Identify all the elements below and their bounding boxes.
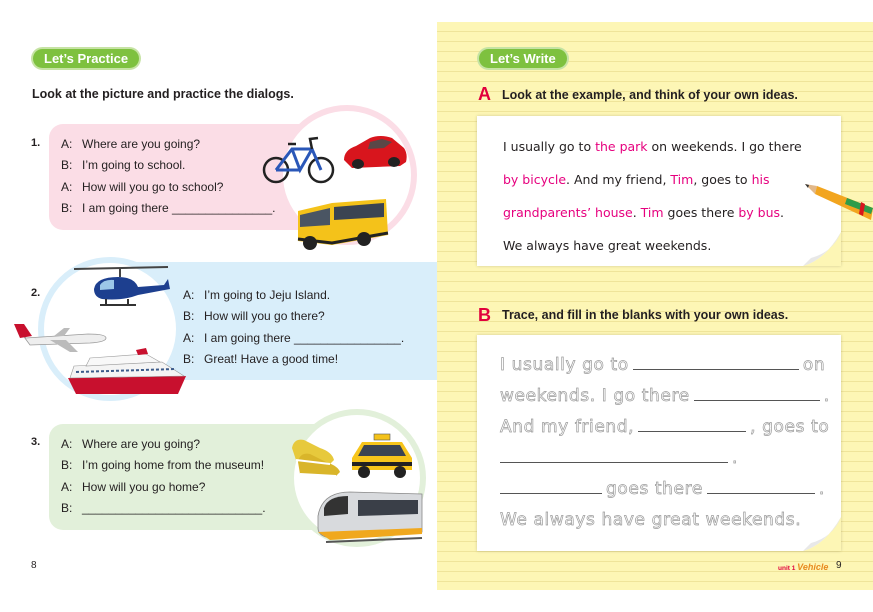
page-curl: [803, 232, 841, 266]
dialog-line: B: How will you go there?: [183, 309, 325, 324]
trace-line: And my friend, , goes to: [500, 417, 830, 437]
dialog-3: [61, 434, 266, 519]
left-page-number: 8: [31, 560, 37, 571]
example-paragraph: [503, 130, 802, 262]
dialog-line: B: ___________________________.: [61, 500, 266, 515]
train-picture: [314, 488, 426, 546]
example-line: I usually go to the park on weekends. I go there: [503, 139, 802, 154]
dialog-1: [61, 134, 276, 219]
trace-line: I usually go to on: [500, 355, 826, 375]
fill-blank[interactable]: [707, 493, 815, 494]
example-line: We always have great weekends.: [503, 238, 712, 253]
practice-instruction: Look at the picture and practice the dialogs.: [32, 87, 294, 101]
cruise-ship-picture: [66, 348, 192, 398]
footer-unit-label: [778, 562, 828, 572]
red-car-picture: [340, 130, 410, 174]
section-b-letter: B: [478, 305, 491, 325]
dialog-line: B: Great! Have a good time!: [183, 351, 339, 366]
sneakers-picture: [290, 434, 342, 476]
dialog-line: A: How will you go to school?: [61, 179, 224, 194]
trace-paragraph: [500, 350, 830, 536]
section-b-instruction: Trace, and fill in the blanks with your own ideas.: [502, 308, 789, 322]
trace-line: .: [500, 443, 830, 474]
footer-unit: unit 1: [778, 565, 796, 572]
dialog-line: A: How will you go home?: [61, 479, 206, 494]
dialog-1-number: 1.: [31, 137, 41, 149]
dialog-line: B: I’m going to school.: [61, 158, 186, 173]
fill-blank[interactable]: [633, 369, 799, 370]
trace-line: weekends. I go there .: [500, 386, 830, 406]
fill-blank[interactable]: [500, 493, 602, 494]
dialog-2-number: 2.: [31, 287, 41, 299]
section-a-instruction: Look at the example, and think of your own ideas.: [502, 88, 798, 102]
dialog-line: A: Where are you going?: [61, 437, 201, 451]
trace-line: goes there .: [500, 474, 830, 505]
dialog-line: B: I am going there _______________.: [61, 200, 276, 215]
dialog-line: B: I’m going home from the museum!: [61, 458, 265, 473]
pencil-icon: [803, 180, 873, 222]
dialog-line: A: I am going there ________________.: [183, 330, 405, 345]
fill-blank[interactable]: [638, 431, 746, 432]
fill-blank[interactable]: [694, 400, 820, 401]
lets-practice-badge: Let’s Practice: [33, 49, 139, 68]
example-line: grandparents’ house. Tim goes there by bus.: [503, 205, 785, 220]
dialog-3-number: 3.: [31, 436, 41, 448]
right-page-number: 9: [836, 560, 842, 571]
dialog-line: A: Where are you going?: [61, 137, 201, 151]
helicopter-picture: [72, 263, 176, 311]
example-line: by bicycle. And my friend, Tim, goes to his: [503, 172, 770, 187]
bicycle-picture: [262, 133, 336, 185]
dialog-2: [183, 285, 404, 370]
section-a-letter: A: [478, 84, 491, 104]
lets-write-badge: Let’s Write: [479, 49, 567, 68]
trace-line: We always have great weekends.: [500, 510, 802, 530]
footer-title: Vehicle: [797, 562, 829, 572]
taxi-picture: [348, 432, 416, 480]
school-bus-picture: [292, 193, 392, 255]
fill-blank[interactable]: [500, 462, 728, 463]
dialog-line: A: I’m going to Jeju Island.: [183, 288, 331, 302]
